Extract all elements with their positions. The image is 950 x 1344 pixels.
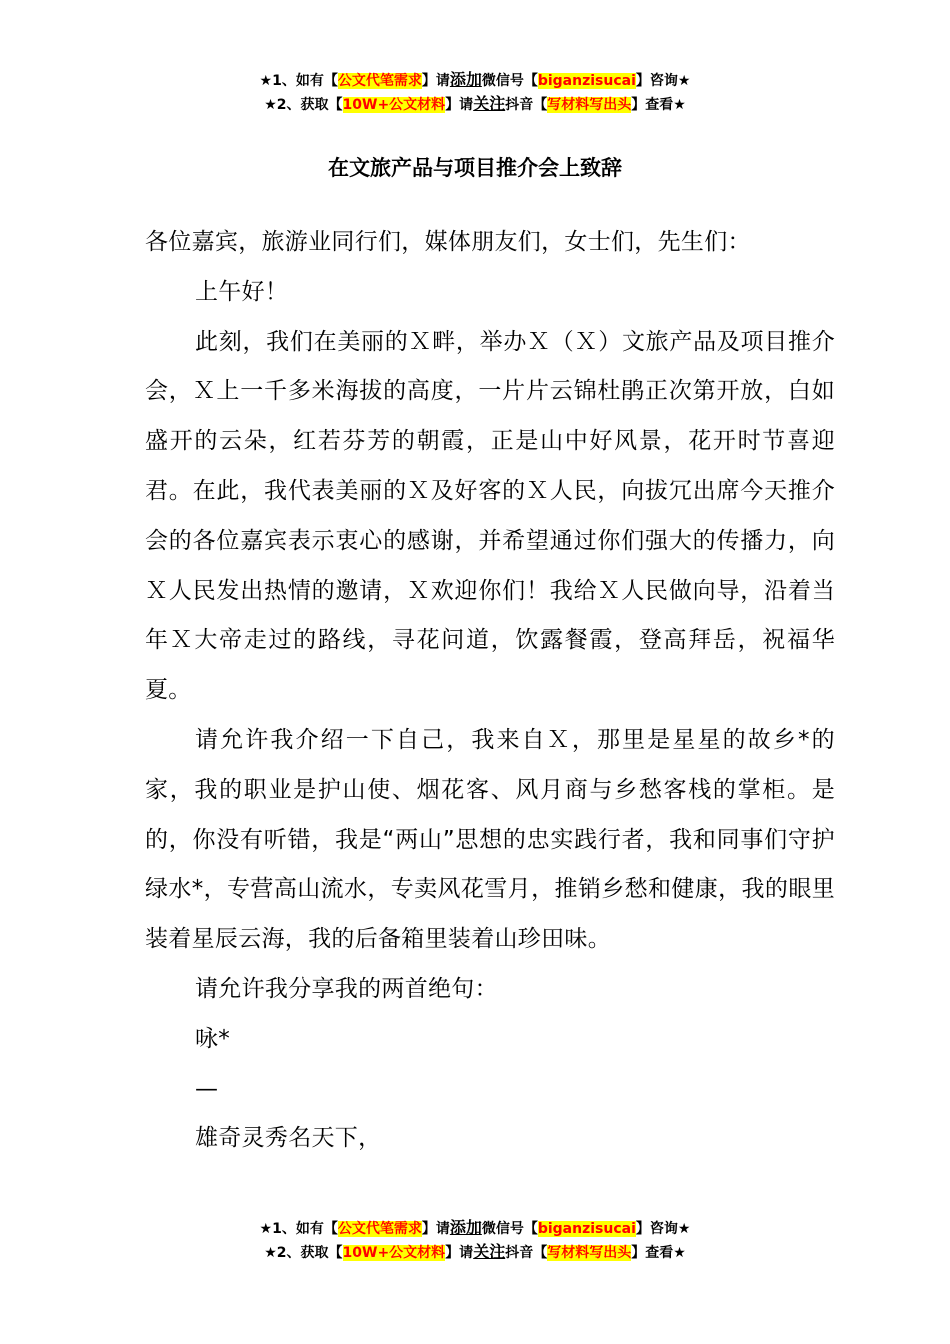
wechat-id-highlight: biganzisucai — [537, 73, 636, 89]
douyin-account-highlight: 写材料写出头 — [547, 97, 632, 113]
document-title: 在文旅产品与项目推介会上致辞 — [328, 156, 622, 180]
document-body — [145, 218, 835, 1164]
greeting-paragraph: 上午好！ — [195, 278, 289, 305]
notice-underlined-text: 关注 — [473, 94, 506, 113]
notice-text: 】请 — [421, 1221, 450, 1237]
notice-line-1 — [0, 1216, 950, 1240]
poem-separator: — — [195, 1075, 219, 1102]
body-paragraph: 请允许我介绍一下自己，我来自Ｘ，那里是星星的故乡*的家，我的职业是护山使、烟花客、风月商与乡愁客栈的掌柜。是的，你没有听错，我是“两山”思想的忠实践行者，我和同事们守护绿水*，专营高山流水，专卖风花雪月，推销乡愁和健康，我的眼里装着星辰云海，我的后备箱里装着山珍田味。 — [145, 726, 835, 953]
notice-text: 】查看★ — [631, 1245, 686, 1261]
notice-highlight: 10W+公文材料 — [342, 1245, 446, 1261]
notice-line-2 — [0, 1240, 950, 1264]
notice-text: 微信号【 — [481, 73, 538, 89]
wechat-id-highlight: biganzisucai — [537, 1221, 636, 1237]
notice-underlined-text: 添加 — [449, 70, 482, 89]
notice-highlight: 公文代笔需求 — [337, 73, 422, 89]
notice-text: ★2、获取【 — [264, 97, 343, 113]
notice-text: 】咨询★ — [635, 73, 691, 89]
footer-notice-banner — [0, 1216, 950, 1264]
notice-text: ★2、获取【 — [264, 1245, 343, 1261]
notice-underlined-text: 关注 — [473, 1242, 506, 1261]
notice-line-1 — [0, 68, 950, 92]
notice-text: ★1、如有【 — [259, 73, 338, 89]
notice-text: 】咨询★ — [635, 1221, 691, 1237]
header-notice-banner — [0, 68, 950, 116]
douyin-account-highlight: 写材料写出头 — [547, 1245, 632, 1261]
salutation-paragraph: 各位嘉宾，旅游业同行们，媒体朋友们，女士们，先生们： — [145, 229, 751, 255]
poem-line: 雄奇灵秀名天下， — [195, 1125, 382, 1152]
body-paragraph: 此刻，我们在美丽的Ｘ畔，举办Ｘ（Ｘ）文旅产品及项目推介会，Ｘ上一千多米海拔的高度，一片片云锦杜鹃正次第开放，白如盛开的云朵，红若芬芳的朝霞，正是山中好风景，花开时节喜迎君。在此，我代表美丽的Ｘ及好客的Ｘ人民，向拔冗出席今天推介会的各位嘉宾表示衷心的感谢，并希望通过你们强大的传播力，向Ｘ人民发出热情的邀请，Ｘ欢迎你们！我给Ｘ人民做向导，沿着当年Ｘ大帝走过的路线，寻花问道，饮露餐霞，登高拜岳，祝福华夏。 — [145, 328, 835, 704]
poem-title: 咏* — [195, 1025, 231, 1052]
body-paragraph: 请允许我分享我的两首绝句： — [195, 975, 498, 1002]
notice-text: 抖音【 — [505, 1245, 548, 1261]
notice-underlined-text: 添加 — [449, 1218, 482, 1237]
notice-highlight: 10W+公文材料 — [342, 97, 446, 113]
notice-text: 】请 — [445, 1245, 474, 1261]
notice-text: 抖音【 — [505, 97, 548, 113]
notice-text: 】请 — [421, 73, 450, 89]
notice-text: 微信号【 — [481, 1221, 538, 1237]
notice-text: ★1、如有【 — [259, 1221, 338, 1237]
notice-highlight: 公文代笔需求 — [337, 1221, 422, 1237]
notice-text: 】请 — [445, 97, 474, 113]
notice-line-2 — [0, 92, 950, 116]
notice-text: 】查看★ — [631, 97, 686, 113]
